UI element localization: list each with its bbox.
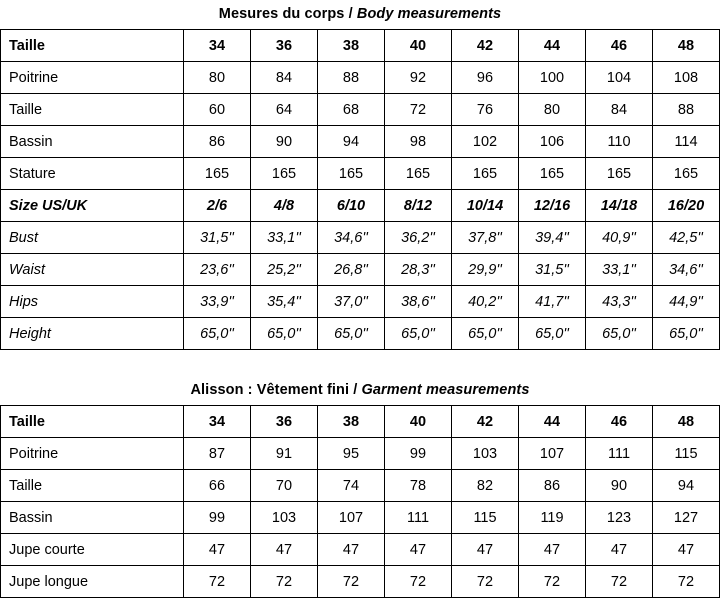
table-cell: 29,9'' — [452, 254, 519, 286]
table-cell: 103 — [452, 438, 519, 470]
table-cell: 47 — [653, 534, 720, 566]
table-cell: 64 — [251, 94, 318, 126]
table-cell: 165 — [318, 158, 385, 190]
table-row — [1, 566, 720, 598]
table-separator — [0, 350, 720, 376]
table-cell: 88 — [653, 94, 720, 126]
table-cell: 65,0'' — [519, 318, 586, 350]
table-cell: 66 — [184, 470, 251, 502]
table-cell: 65,0'' — [653, 318, 720, 350]
table-cell: 84 — [586, 94, 653, 126]
table-cell: 34 — [184, 406, 251, 438]
table-cell: 42 — [452, 406, 519, 438]
table-cell: 98 — [385, 126, 452, 158]
table-cell: 72 — [452, 566, 519, 598]
table-cell: 114 — [653, 126, 720, 158]
table-cell: 94 — [318, 126, 385, 158]
table-cell: 46 — [586, 406, 653, 438]
row-label: Bassin — [1, 126, 184, 158]
table-cell: 94 — [653, 470, 720, 502]
table-cell: 37,0'' — [318, 286, 385, 318]
table-cell: 44,9'' — [653, 286, 720, 318]
table-row — [1, 534, 720, 566]
table-cell: 44 — [519, 406, 586, 438]
table-cell: 34,6'' — [318, 222, 385, 254]
table-cell: 36,2'' — [385, 222, 452, 254]
table-cell: 47 — [184, 534, 251, 566]
table-cell: 33,1'' — [586, 254, 653, 286]
garment-measurements-table-body — [1, 406, 720, 598]
table-cell: 95 — [318, 438, 385, 470]
table-row — [1, 286, 720, 318]
table-cell: 103 — [251, 502, 318, 534]
table-cell: 10/14 — [452, 190, 519, 222]
body-measurements-table-body — [1, 30, 720, 350]
table-cell: 115 — [452, 502, 519, 534]
row-label: Poitrine — [1, 62, 184, 94]
table-cell: 92 — [385, 62, 452, 94]
body-measurements-caption-fr: Mesures du corps — [218, 6, 345, 22]
table-cell: 127 — [653, 502, 720, 534]
table-cell: 38,6'' — [385, 286, 452, 318]
row-label: Taille — [1, 406, 184, 438]
row-label: Poitrine — [1, 438, 184, 470]
table-row — [1, 126, 720, 158]
table-cell: 115 — [653, 438, 720, 470]
table-cell: 34 — [184, 30, 251, 62]
row-label: Hips — [1, 286, 184, 318]
table-cell: 47 — [519, 534, 586, 566]
table-cell: 72 — [653, 566, 720, 598]
table-cell: 165 — [586, 158, 653, 190]
table-cell: 72 — [385, 94, 452, 126]
table-cell: 26,8'' — [318, 254, 385, 286]
table-cell: 28,3'' — [385, 254, 452, 286]
row-label: Size US/UK — [1, 190, 184, 222]
table-cell: 23,6'' — [184, 254, 251, 286]
table-cell: 90 — [251, 126, 318, 158]
table-cell: 107 — [318, 502, 385, 534]
table-cell: 38 — [318, 406, 385, 438]
table-cell: 123 — [586, 502, 653, 534]
table-cell: 60 — [184, 94, 251, 126]
table-cell: 42,5'' — [653, 222, 720, 254]
table-row — [1, 318, 720, 350]
table-row — [1, 470, 720, 502]
table-cell: 90 — [586, 470, 653, 502]
row-label: Bust — [1, 222, 184, 254]
table-cell: 165 — [519, 158, 586, 190]
table-cell: 111 — [385, 502, 452, 534]
table-cell: 72 — [519, 566, 586, 598]
table-cell: 165 — [452, 158, 519, 190]
table-cell: 65,0'' — [251, 318, 318, 350]
table-cell: 110 — [586, 126, 653, 158]
table-cell: 42 — [452, 30, 519, 62]
table-cell: 34,6'' — [653, 254, 720, 286]
table-cell: 165 — [184, 158, 251, 190]
table-cell: 14/18 — [586, 190, 653, 222]
row-label: Jupe longue — [1, 566, 184, 598]
table-cell: 111 — [586, 438, 653, 470]
table-cell: 47 — [586, 534, 653, 566]
table-cell: 80 — [184, 62, 251, 94]
table-cell: 38 — [318, 30, 385, 62]
table-cell: 72 — [184, 566, 251, 598]
table-cell: 33,1'' — [251, 222, 318, 254]
table-cell: 96 — [452, 62, 519, 94]
table-cell: 65,0'' — [318, 318, 385, 350]
table-cell: 33,9'' — [184, 286, 251, 318]
table-cell: 35,4'' — [251, 286, 318, 318]
table-row — [1, 438, 720, 470]
table-row — [1, 94, 720, 126]
table-cell: 100 — [519, 62, 586, 94]
table-cell: 6/10 — [318, 190, 385, 222]
table-cell: 108 — [653, 62, 720, 94]
table-cell: 65,0'' — [385, 318, 452, 350]
body-measurements-caption — [0, 0, 720, 29]
table-cell: 31,5'' — [519, 254, 586, 286]
table-cell: 78 — [385, 470, 452, 502]
garment-measurements-table — [0, 405, 720, 598]
table-row — [1, 30, 720, 62]
table-cell: 48 — [653, 406, 720, 438]
table-cell: 44 — [519, 30, 586, 62]
row-label: Taille — [1, 94, 184, 126]
table-cell: 80 — [519, 94, 586, 126]
table-row — [1, 158, 720, 190]
table-cell: 76 — [452, 94, 519, 126]
row-label: Taille — [1, 470, 184, 502]
table-cell: 25,2'' — [251, 254, 318, 286]
table-cell: 68 — [318, 94, 385, 126]
table-cell: 91 — [251, 438, 318, 470]
row-label: Stature — [1, 158, 184, 190]
table-cell: 36 — [251, 406, 318, 438]
body-measurements-table — [0, 29, 720, 350]
body-measurements-caption-en: Body measurements — [356, 6, 502, 22]
table-cell: 65,0'' — [586, 318, 653, 350]
table-cell: 72 — [385, 566, 452, 598]
table-cell: 86 — [184, 126, 251, 158]
table-cell: 86 — [519, 470, 586, 502]
table-cell: 43,3'' — [586, 286, 653, 318]
table-cell: 99 — [385, 438, 452, 470]
table-cell: 82 — [452, 470, 519, 502]
table-cell: 72 — [251, 566, 318, 598]
garment-measurements-caption — [0, 376, 720, 405]
table-cell: 88 — [318, 62, 385, 94]
row-label: Bassin — [1, 502, 184, 534]
table-cell: 48 — [653, 30, 720, 62]
row-label: Waist — [1, 254, 184, 286]
table-cell: 65,0'' — [452, 318, 519, 350]
table-row — [1, 190, 720, 222]
table-row — [1, 222, 720, 254]
table-cell: 47 — [318, 534, 385, 566]
table-cell: 40 — [385, 30, 452, 62]
table-cell: 40 — [385, 406, 452, 438]
table-cell: 47 — [385, 534, 452, 566]
table-cell: 165 — [251, 158, 318, 190]
table-cell: 102 — [452, 126, 519, 158]
table-row — [1, 502, 720, 534]
table-cell: 12/16 — [519, 190, 586, 222]
table-cell: 72 — [586, 566, 653, 598]
table-cell: 37,8'' — [452, 222, 519, 254]
table-cell: 107 — [519, 438, 586, 470]
row-label: Height — [1, 318, 184, 350]
table-cell: 2/6 — [184, 190, 251, 222]
garment-measurements-caption-en: Garment measurements — [361, 382, 530, 398]
row-label: Taille — [1, 30, 184, 62]
table-cell: 104 — [586, 62, 653, 94]
table-cell: 41,7'' — [519, 286, 586, 318]
table-cell: 87 — [184, 438, 251, 470]
table-cell: 31,5'' — [184, 222, 251, 254]
table-cell: 84 — [251, 62, 318, 94]
table-cell: 39,4'' — [519, 222, 586, 254]
table-cell: 106 — [519, 126, 586, 158]
row-label: Jupe courte — [1, 534, 184, 566]
body-measurements-caption-separator: / — [344, 6, 357, 22]
garment-measurements-caption-separator: / — [349, 382, 362, 398]
table-cell: 46 — [586, 30, 653, 62]
table-cell: 165 — [653, 158, 720, 190]
table-row — [1, 62, 720, 94]
table-cell: 119 — [519, 502, 586, 534]
table-cell: 40,2'' — [452, 286, 519, 318]
table-cell: 8/12 — [385, 190, 452, 222]
table-cell: 47 — [452, 534, 519, 566]
table-cell: 47 — [251, 534, 318, 566]
table-cell: 36 — [251, 30, 318, 62]
table-row — [1, 254, 720, 286]
table-cell: 40,9'' — [586, 222, 653, 254]
table-cell: 165 — [385, 158, 452, 190]
garment-measurements-caption-fr: Alisson : Vêtement fini — [190, 382, 350, 398]
table-cell: 72 — [318, 566, 385, 598]
table-cell: 65,0'' — [184, 318, 251, 350]
table-cell: 4/8 — [251, 190, 318, 222]
table-cell: 74 — [318, 470, 385, 502]
table-cell: 70 — [251, 470, 318, 502]
table-cell: 16/20 — [653, 190, 720, 222]
table-row — [1, 406, 720, 438]
table-cell: 99 — [184, 502, 251, 534]
